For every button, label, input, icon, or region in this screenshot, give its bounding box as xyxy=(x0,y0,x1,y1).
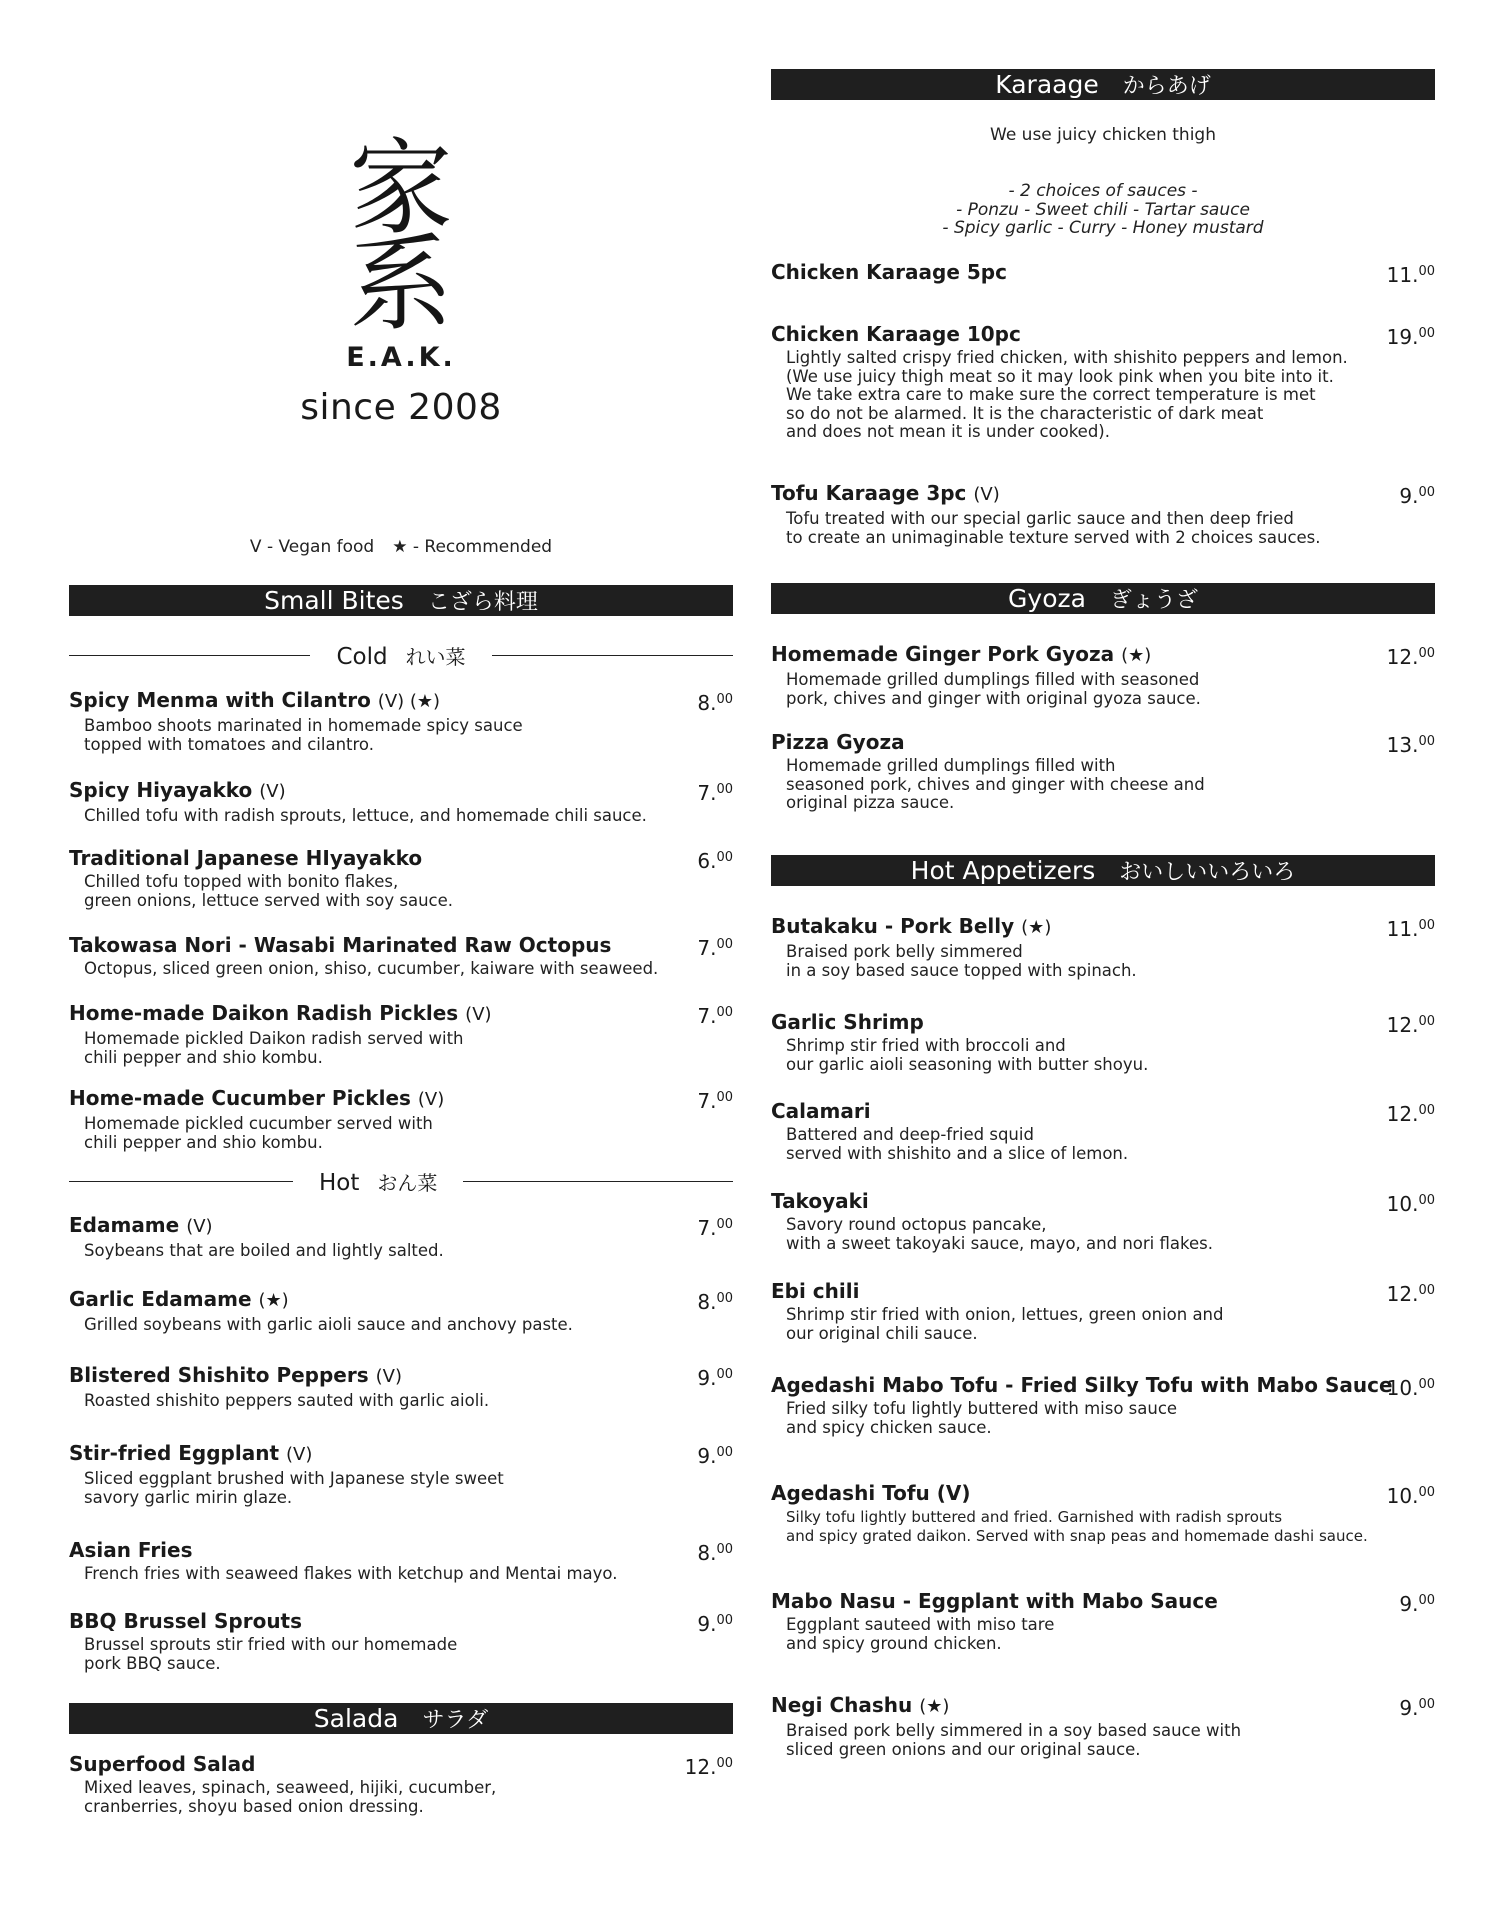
item-name-row xyxy=(69,777,733,805)
price-dollars: 10. xyxy=(1386,1192,1419,1216)
item-name-row xyxy=(771,321,1435,347)
item-price xyxy=(1387,1098,1435,1127)
item-price xyxy=(697,1286,733,1315)
item-tag: (V) xyxy=(375,1366,402,1387)
subhead-title-jp: おん菜 xyxy=(377,1170,438,1195)
price-cents: 00 xyxy=(716,1090,733,1105)
price-cents: 00 xyxy=(716,1005,733,1020)
item-price xyxy=(1387,1009,1435,1038)
menu-item xyxy=(69,1085,733,1152)
menu-item xyxy=(69,1608,733,1673)
logo-brand: E.A.K. xyxy=(346,342,456,373)
menu-item xyxy=(771,321,1435,442)
item-name: Chicken Karaage 10pc xyxy=(771,322,1021,346)
item-description: Chilled tofu with radish sprouts, lettuce, and homemade chili sauce. xyxy=(84,806,647,825)
item-tag: (★) xyxy=(258,1290,289,1311)
item-price xyxy=(1387,259,1435,288)
divider xyxy=(492,655,733,656)
item-description: Homemade pickled cucumber served with chili pepper and shio kombu. xyxy=(84,1114,433,1152)
item-description: Shrimp stir fried with onion, lettues, green onion and our original chili sauce. xyxy=(786,1305,1224,1343)
item-description: Homemade grilled dumplings filled with seasoned pork, chives and ginger with cheese and original pizza sauce. xyxy=(786,756,1205,812)
item-description: Bamboo shoots marinated in homemade spicy sauce topped with tomatoes and cilantro. xyxy=(84,716,523,754)
subhead-title: Hot xyxy=(319,1169,360,1196)
price-cents: 00 xyxy=(1418,485,1435,500)
item-price xyxy=(685,1751,733,1780)
item-description: Fried silky tofu lightly buttered with miso sauce and spicy chicken sauce. xyxy=(786,1399,1178,1437)
item-price xyxy=(1387,1372,1435,1401)
item-name: Takowasa Nori - Wasabi Marinated Raw Octopus xyxy=(69,933,612,957)
price-cents: 00 xyxy=(1418,1593,1435,1608)
item-name: Tofu Karaage 3pc xyxy=(771,481,967,505)
price-cents: 00 xyxy=(1418,918,1435,933)
divider xyxy=(463,1181,733,1182)
item-tag: (V) xyxy=(417,1089,445,1110)
item-name-row xyxy=(69,1440,733,1468)
item-name: Blistered Shishito Peppers xyxy=(69,1363,369,1387)
item-description: Brussel sprouts stir fried with our homemade pork BBQ sauce. xyxy=(84,1635,458,1673)
price-cents: 00 xyxy=(716,1367,733,1382)
item-description: Soybeans that are boiled and lightly salted. xyxy=(84,1241,444,1260)
item-name-row xyxy=(69,1751,733,1777)
item-name: Home-made Daikon Radish Pickles xyxy=(69,1001,459,1025)
item-name: Homemade Ginger Pork Gyoza xyxy=(771,642,1115,666)
item-description: Homemade pickled Daikon radish served with chili pepper and shio kombu. xyxy=(84,1029,464,1067)
item-name-row xyxy=(771,259,1435,285)
item-name: Agedashi Mabo Tofu - Fried Silky Tofu with Mabo Sauce xyxy=(771,1373,1393,1397)
item-name: Ebi chili xyxy=(771,1279,860,1303)
item-price xyxy=(697,932,733,961)
menu-item xyxy=(771,1098,1435,1163)
item-description: Savory round octopus pancake, with a sweet takoyaki sauce, mayo, and nori flakes. xyxy=(786,1215,1213,1253)
price-cents: 00 xyxy=(1418,1377,1435,1392)
item-price xyxy=(697,1212,733,1241)
item-name-row xyxy=(69,1000,733,1028)
item-name-row xyxy=(771,913,1435,941)
item-price xyxy=(1387,321,1435,350)
price-cents: 00 xyxy=(1418,326,1435,341)
price-dollars: 12. xyxy=(1386,1013,1419,1037)
item-description: Roasted shishito peppers sauted with garlic aioli. xyxy=(84,1391,490,1410)
item-price xyxy=(1399,1692,1435,1721)
price-dollars: 9. xyxy=(697,1366,717,1390)
subhead-title-jp: れい菜 xyxy=(405,644,466,669)
price-cents: 00 xyxy=(716,937,733,952)
section-title-jp: ぎょうざ xyxy=(1109,588,1198,613)
item-name: Spicy Menma with Cilantro xyxy=(69,688,371,712)
item-tag: (★) xyxy=(1021,917,1052,938)
item-price xyxy=(1399,480,1435,509)
item-name: Spicy Hiyayakko xyxy=(69,778,253,802)
price-dollars: 7. xyxy=(697,1216,717,1240)
item-name-row xyxy=(771,1692,1435,1720)
price-dollars: 8. xyxy=(697,1541,717,1565)
divider xyxy=(69,655,310,656)
menu-item xyxy=(69,932,733,979)
price-cents: 00 xyxy=(1418,1283,1435,1298)
price-cents: 00 xyxy=(1418,1014,1435,1029)
item-name-row xyxy=(771,1188,1435,1214)
price-dollars: 12. xyxy=(1386,645,1419,669)
restaurant-logo xyxy=(69,127,733,428)
price-dollars: 7. xyxy=(697,1004,717,1028)
price-dollars: 10. xyxy=(1386,1484,1419,1508)
item-description: Sliced eggplant brushed with Japanese style sweet savory garlic mirin glaze. xyxy=(84,1469,504,1507)
menu-item xyxy=(771,729,1435,813)
item-tag: (★) xyxy=(919,1696,950,1717)
price-cents: 00 xyxy=(716,692,733,707)
item-name-row xyxy=(69,1286,733,1314)
section-title-jp: サラダ xyxy=(422,1708,489,1733)
menu-item xyxy=(69,1286,733,1335)
price-cents: 00 xyxy=(1418,734,1435,749)
item-description: Silky tofu lightly buttered and fried. Garnished with radish sprouts and spicy grated daikon. Served with snap peas and homemade dashi sauce. xyxy=(786,1508,1368,1545)
price-cents: 00 xyxy=(716,1542,733,1557)
price-dollars: 8. xyxy=(697,691,717,715)
menu-item xyxy=(771,1278,1435,1343)
price-dollars: 6. xyxy=(697,849,717,873)
price-dollars: 12. xyxy=(1386,1102,1419,1126)
subhead-hot xyxy=(69,1166,733,1196)
item-name-row xyxy=(69,932,733,958)
price-dollars: 13. xyxy=(1386,733,1419,757)
price-cents: 00 xyxy=(716,1217,733,1232)
price-cents: 00 xyxy=(1418,1697,1435,1712)
logo-kanji-2: 系 xyxy=(348,223,453,345)
item-name: Chicken Karaage 5pc xyxy=(771,260,1007,284)
menu-item xyxy=(69,1212,733,1261)
price-dollars: 7. xyxy=(697,781,717,805)
item-price xyxy=(697,687,733,716)
menu-item xyxy=(69,845,733,910)
menu-item xyxy=(771,641,1435,708)
star-icon: ★ xyxy=(392,537,408,557)
item-name: Pizza Gyoza xyxy=(771,730,905,754)
item-name-row xyxy=(771,1278,1435,1304)
item-name: Edamame xyxy=(69,1213,180,1237)
item-description: Braised pork belly simmered in a soy based sauce with sliced green onions and our original sauce. xyxy=(786,1721,1242,1759)
item-price xyxy=(697,1608,733,1637)
item-tag: (V) xyxy=(285,1444,313,1465)
menu-item xyxy=(771,1692,1435,1759)
item-price xyxy=(1387,729,1435,758)
item-price xyxy=(697,777,733,806)
item-name-row xyxy=(771,1009,1435,1035)
price-dollars: 12. xyxy=(1386,1282,1419,1306)
price-dollars: 19. xyxy=(1386,325,1419,349)
item-name: Mabo Nasu - Eggplant with Mabo Sauce xyxy=(771,1589,1218,1613)
subhead-cold xyxy=(69,640,733,670)
item-price xyxy=(697,1085,733,1114)
menu-item xyxy=(69,1440,733,1507)
item-name-row xyxy=(69,845,733,871)
item-price xyxy=(1387,913,1435,942)
item-description: Mixed leaves, spinach, seaweed, hijiki, cucumber, cranberries, shoyu based onion dressing. xyxy=(84,1778,497,1816)
menu-item xyxy=(69,1362,733,1411)
item-description: Lightly salted crispy fried chicken, with shishito peppers and lemon. (We use juicy thigh meat so it may look pink when you bite into it. We take extra care to make sure the correct temperature is met so do not be alarmed. It is the characteristic of dark meat and does not mean it is under cooked). xyxy=(786,348,1348,441)
price-cents: 00 xyxy=(716,1756,733,1771)
item-tag: (V) xyxy=(465,1004,492,1025)
menu-item xyxy=(771,913,1435,980)
item-description: Homemade grilled dumplings filled with seasoned pork, chives and ginger with original gyoza sauce. xyxy=(786,670,1201,708)
price-dollars: 8. xyxy=(697,1290,717,1314)
menu-item xyxy=(771,1188,1435,1253)
item-description: Octopus, sliced green onion, shiso, cucumber, kaiware with seaweed. xyxy=(84,959,659,978)
section-bar-salada xyxy=(69,1703,733,1734)
menu-item xyxy=(771,259,1435,285)
price-cents: 00 xyxy=(1418,1103,1435,1118)
section-title-jp: からあげ xyxy=(1122,74,1211,99)
price-cents: 00 xyxy=(1418,646,1435,661)
price-cents: 00 xyxy=(716,1445,733,1460)
item-tag: (V) xyxy=(973,484,1000,505)
item-price xyxy=(1387,641,1435,670)
price-dollars: 9. xyxy=(1399,1592,1419,1616)
item-description: Chilled tofu topped with bonito flakes, green onions, lettuce served with soy sauce. xyxy=(84,872,454,910)
price-dollars: 9. xyxy=(1399,1696,1419,1720)
section-title: Hot Appetizers xyxy=(910,856,1096,885)
item-name-row xyxy=(69,687,733,715)
item-description: Eggplant sauteed with miso tare and spicy ground chicken. xyxy=(786,1615,1055,1653)
price-cents: 00 xyxy=(1418,1485,1435,1500)
section-title: Salada xyxy=(313,1704,399,1733)
karaage-sauces: - 2 choices of sauces - - Ponzu - Sweet chili - Tartar sauce - Spicy garlic - Curry - Honey mustard xyxy=(942,181,1264,238)
menu-item xyxy=(69,687,733,754)
menu-item xyxy=(69,1537,733,1584)
item-name-row xyxy=(771,641,1435,669)
menu-item xyxy=(771,480,1435,547)
item-tag: (V) xyxy=(259,781,286,802)
item-name-row xyxy=(771,1480,1435,1506)
menu-item xyxy=(771,1009,1435,1074)
item-name: Agedashi Tofu (V) xyxy=(771,1481,971,1505)
item-name: Garlic Edamame xyxy=(69,1287,252,1311)
section-title: Gyoza xyxy=(1008,584,1086,613)
item-price xyxy=(697,1000,733,1029)
price-cents: 00 xyxy=(716,1613,733,1628)
item-name-row xyxy=(771,480,1435,508)
item-name-row xyxy=(771,1372,1435,1398)
price-cents: 00 xyxy=(716,1291,733,1306)
item-tag: (★) xyxy=(1121,645,1152,666)
price-dollars: 9. xyxy=(697,1612,717,1636)
subhead-title: Cold xyxy=(336,643,388,670)
item-description: Grilled soybeans with garlic aioli sauce and anchovy paste. xyxy=(84,1315,573,1334)
item-name: Calamari xyxy=(771,1099,871,1123)
price-cents: 00 xyxy=(1418,264,1435,279)
section-bar-hot-appetizers xyxy=(771,855,1435,886)
price-dollars: 9. xyxy=(1399,484,1419,508)
item-price xyxy=(1399,1588,1435,1617)
item-name-row xyxy=(771,1098,1435,1124)
item-price xyxy=(697,1440,733,1469)
divider xyxy=(69,1181,293,1182)
price-cents: 00 xyxy=(716,782,733,797)
menu-item xyxy=(69,777,733,826)
logo-kanji-1: 家 xyxy=(348,127,453,249)
price-dollars: 11. xyxy=(1386,917,1419,941)
legend-vegan: V - Vegan food xyxy=(249,537,375,557)
item-name-row xyxy=(69,1362,733,1390)
item-description: Tofu treated with our special garlic sauce and then deep fried to create an unimaginable texture served with 2 choices sauces. xyxy=(786,509,1321,547)
legend xyxy=(69,537,733,557)
item-price xyxy=(1387,1480,1435,1509)
section-title: Karaage xyxy=(995,70,1099,99)
item-description: Braised pork belly simmered in a soy based sauce topped with spinach. xyxy=(786,942,1137,980)
item-name-row xyxy=(69,1537,733,1563)
item-price xyxy=(697,1362,733,1391)
item-name: Stir-fried Eggplant xyxy=(69,1441,280,1465)
item-name-row xyxy=(771,729,1435,755)
section-bar-gyoza xyxy=(771,583,1435,614)
item-name: Takoyaki xyxy=(771,1189,869,1213)
price-dollars: 11. xyxy=(1386,263,1419,287)
item-price xyxy=(697,845,733,874)
item-name-row xyxy=(69,1085,733,1113)
section-bar-karaage xyxy=(771,69,1435,100)
item-name-row xyxy=(771,1588,1435,1614)
menu-item xyxy=(771,1588,1435,1653)
item-price xyxy=(697,1537,733,1566)
price-dollars: 7. xyxy=(697,936,717,960)
item-tag: (V) xyxy=(186,1216,213,1237)
item-name: Superfood Salad xyxy=(69,1752,256,1776)
item-name: Traditional Japanese HIyayakko xyxy=(69,846,423,870)
menu-item xyxy=(69,1751,733,1816)
price-dollars: 10. xyxy=(1386,1376,1419,1400)
item-description: Battered and deep-fried squid served with shishito and a slice of lemon. xyxy=(786,1125,1129,1163)
item-name: Negi Chashu xyxy=(771,1693,913,1717)
item-name: Asian Fries xyxy=(69,1538,193,1562)
item-name-row xyxy=(69,1608,733,1634)
item-price xyxy=(1387,1278,1435,1307)
price-cents: 00 xyxy=(716,850,733,865)
item-name: BBQ Brussel Sprouts xyxy=(69,1609,303,1633)
item-description: French fries with seaweed flakes with ketchup and Mentai mayo. xyxy=(84,1564,618,1583)
menu-item xyxy=(69,1000,733,1067)
item-name-row xyxy=(69,1212,733,1240)
item-name: Butakaku - Pork Belly xyxy=(771,914,1015,938)
item-description: Shrimp stir fried with broccoli and our garlic aioli seasoning with butter shoyu. xyxy=(786,1036,1149,1074)
legend-recommended: - Recommended xyxy=(412,537,553,557)
item-tag: (V) (★) xyxy=(377,691,441,712)
item-name: Garlic Shrimp xyxy=(771,1010,924,1034)
price-dollars: 12. xyxy=(684,1755,717,1779)
section-title-jp: こざら料理 xyxy=(427,590,538,615)
section-title-jp: おいしいいろいろ xyxy=(1119,860,1296,885)
item-name: Home-made Cucumber Pickles xyxy=(69,1086,411,1110)
price-cents: 00 xyxy=(1418,1193,1435,1208)
menu-item xyxy=(771,1480,1435,1545)
logo-since: since 2008 xyxy=(300,387,502,428)
price-dollars: 7. xyxy=(697,1089,717,1113)
menu-item xyxy=(771,1372,1435,1437)
item-price xyxy=(1387,1188,1435,1217)
section-title: Small Bites xyxy=(264,586,404,615)
karaage-intro: We use juicy chicken thigh xyxy=(990,125,1216,145)
section-bar-small-bites xyxy=(69,585,733,616)
price-dollars: 9. xyxy=(697,1444,717,1468)
